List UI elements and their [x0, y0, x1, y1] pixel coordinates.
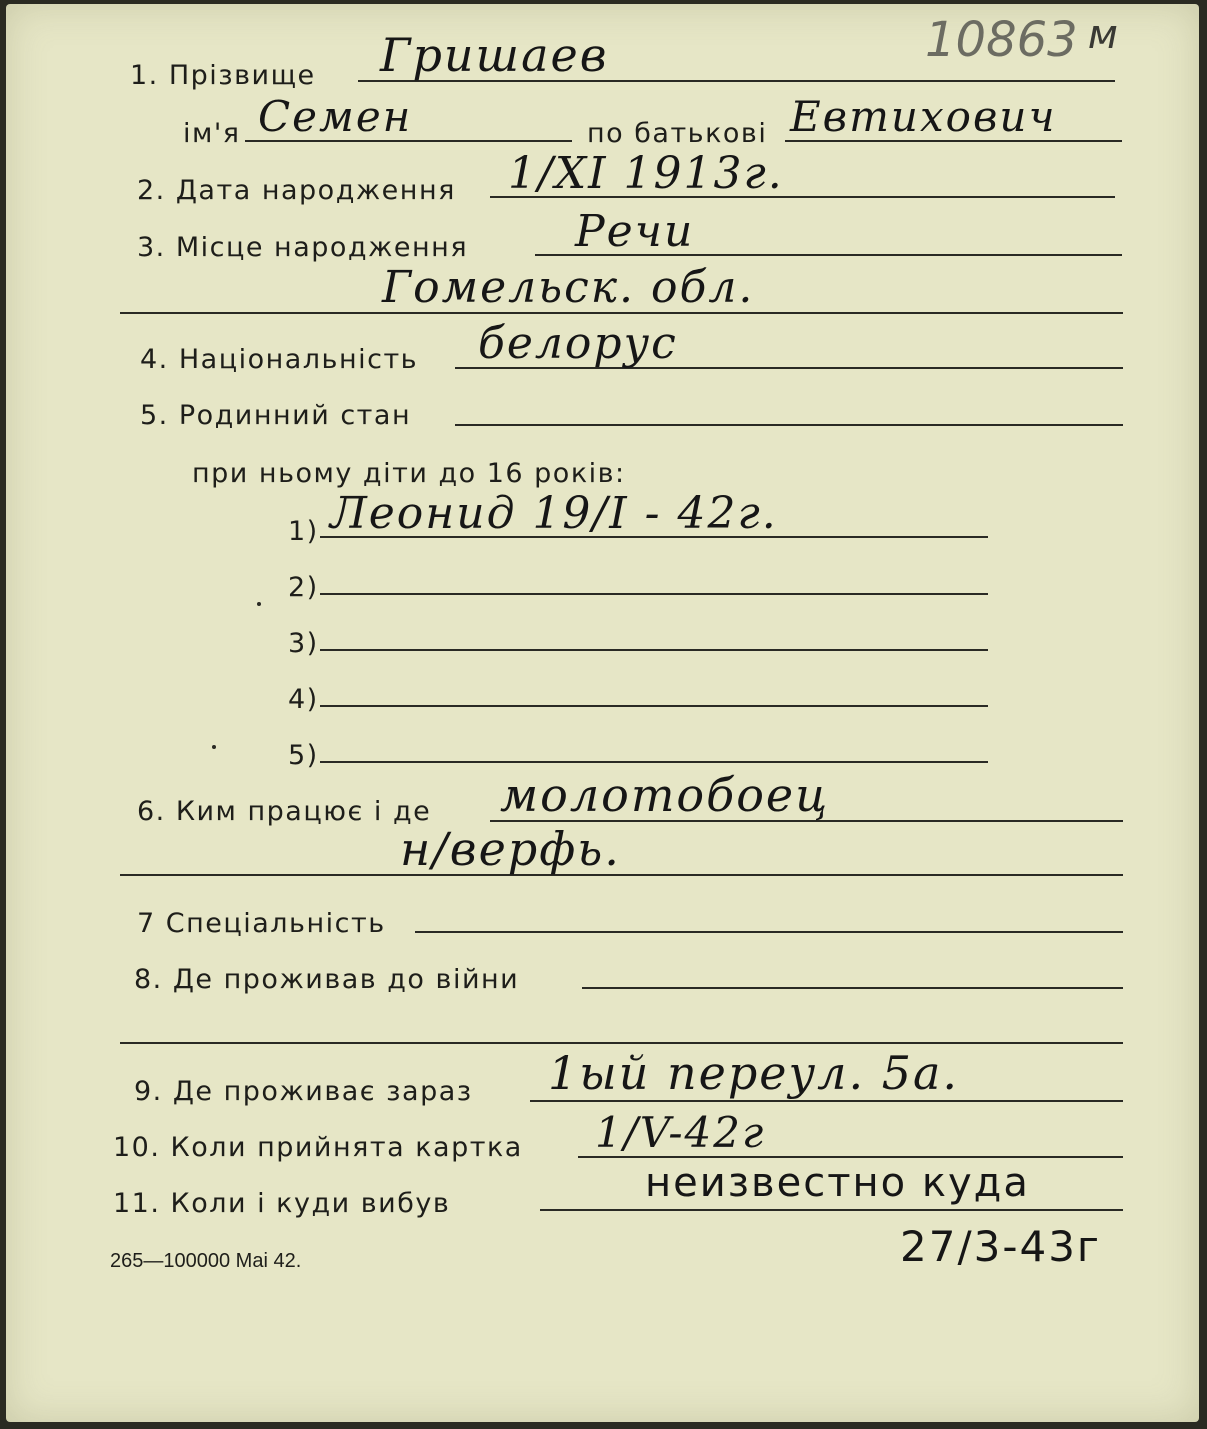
child-4-line: [320, 705, 988, 707]
nationality-value: белорус: [478, 318, 678, 369]
child-1-num: 1): [288, 516, 319, 547]
departed-value: неизвестно куда: [645, 1160, 1030, 1206]
birth-place-label: 3. Місце народження: [137, 232, 469, 263]
birth-date-value: 1/XI 1913г.: [508, 148, 784, 199]
specialty-label: 7 Спеціальність: [137, 908, 386, 939]
departed-value-2: 27/3-43г: [900, 1222, 1101, 1271]
print-run-footer: 265—100000 Mai 42.: [110, 1250, 302, 1272]
child-1-value: Леонид 19/I - 42г.: [330, 488, 778, 539]
child-5-num: 5): [288, 740, 319, 771]
card-accepted-value: 1/V-42г: [595, 1108, 766, 1157]
name-value: Семен: [258, 92, 413, 141]
child-3-line: [320, 649, 988, 651]
departed-label: 11. Коли і куди вибув: [113, 1188, 451, 1219]
child-2-line: [320, 593, 988, 595]
birth-place-value-2: Гомельск. обл.: [382, 262, 755, 313]
birth-place-value: Речи: [575, 206, 695, 257]
child-4-num: 4): [288, 684, 319, 715]
child-2-num: 2): [288, 572, 319, 603]
surname-value: Гришаев: [380, 28, 609, 82]
prewar-residence-label: 8. Де проживав до війни: [134, 964, 520, 995]
current-residence-line: [530, 1100, 1123, 1102]
children-label: при ньому діти до 16 років:: [192, 458, 626, 489]
marital-status-label: 5. Родинний стан: [140, 400, 412, 431]
child-3-num: 3): [288, 628, 319, 659]
prewar-residence-line-2: [120, 1042, 1123, 1044]
surname-label: 1. Прізвище: [130, 60, 316, 91]
card-accepted-label: 10. Коли прийнята картка: [113, 1132, 523, 1163]
ink-dot: [257, 602, 261, 606]
prewar-residence-line: [582, 987, 1123, 989]
archive-number: 10863 $^м$: [925, 12, 1118, 68]
child-5-line: [320, 761, 988, 763]
birth-date-label: 2. Дата народження: [137, 175, 456, 206]
current-residence-label: 9. Де проживає зараз: [134, 1076, 473, 1107]
patronymic-label: по батькові: [587, 118, 768, 149]
work-line-2: [120, 874, 1123, 876]
work-value: молотобоец: [500, 768, 830, 822]
work-label: 6. Ким працює і де: [137, 796, 432, 827]
departed-line: [540, 1209, 1123, 1211]
name-label: ім'я: [183, 118, 241, 149]
ink-dot: [212, 745, 216, 749]
marital-status-line: [455, 424, 1123, 426]
work-value-2: н/верфь.: [400, 822, 621, 876]
specialty-line: [415, 931, 1123, 933]
current-residence-value: 1ый переул. 5а.: [548, 1046, 960, 1100]
nationality-label: 4. Національність: [140, 344, 419, 375]
patronymic-value: Евтихович: [790, 92, 1057, 141]
